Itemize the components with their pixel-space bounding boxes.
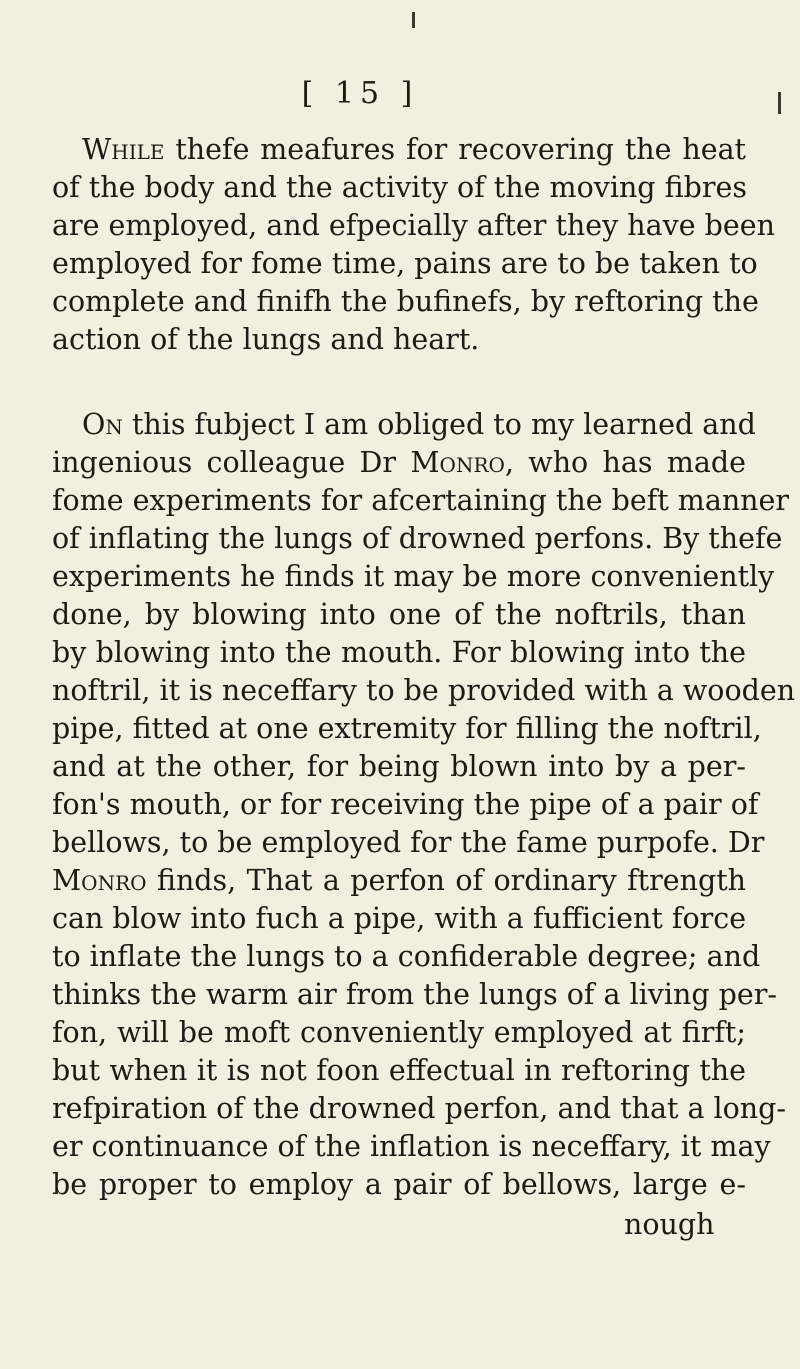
text-line: and at the other, for being blown into by a per- [52, 750, 746, 783]
text-line: of inflating the lungs of drowned perfons. By thefe [52, 522, 783, 555]
text-line: be proper to employ a pair of bellows, large e- [52, 1168, 746, 1201]
text-line: of the body and the activity of the moving fibres [52, 171, 747, 204]
text-line: done, by blowing into one of the noftrils, than [52, 598, 746, 631]
text-line: can blow into fuch a pipe, with a fufficient force [52, 902, 747, 935]
text-line: by blowing into the mouth. For blowing into the [52, 636, 746, 669]
text-line: fon, will be moft conveniently employed at firft; [52, 1016, 746, 1049]
text-line: ingenious colleague Dr Monro, who has made [52, 446, 746, 479]
text-line: employed for fome time, pains are to be taken to [52, 247, 758, 280]
text-line: refpiration of the drowned perfon, and that a long- [52, 1092, 787, 1125]
text-line: fome experiments for afcertaining the beft manner [52, 484, 790, 517]
text-line: On this fubject I am obliged to my learned and [82, 408, 756, 441]
text-line: Monro finds, That a perfon of ordinary ftrength [52, 864, 746, 897]
text-line: While thefe meafures for recovering the heat [82, 133, 747, 166]
text-line: experiments he finds it may be more conveniently [52, 560, 775, 593]
text-line: er continuance of the inflation is neceffary, it may [52, 1130, 771, 1163]
catchword: nough [624, 1208, 715, 1241]
print-mark [778, 92, 781, 114]
page-number: [ 15 ] [301, 76, 419, 111]
text-line: but when it is not foon effectual in reftoring the [52, 1054, 746, 1087]
text-line: complete and finifh the bufinefs, by reftoring the [52, 285, 759, 318]
text-line: to inflate the lungs to a confiderable degree; and [52, 940, 761, 973]
text-line: thinks the warm air from the lungs of a living per- [52, 978, 778, 1011]
text-line: action of the lungs and heart. [52, 323, 480, 356]
text-line: fon's mouth, or for receiving the pipe of a pair of [52, 788, 759, 821]
text-line: are employed, and efpecially after they have been [52, 209, 775, 242]
text-line: pipe, fitted at one extremity for filling the noftril, [52, 712, 762, 745]
text-line: bellows, to be employed for the fame purpofe. Dr [52, 826, 765, 859]
text-line: noftril, it is neceffary to be provided with a wooden [52, 674, 796, 707]
print-mark [412, 12, 415, 28]
